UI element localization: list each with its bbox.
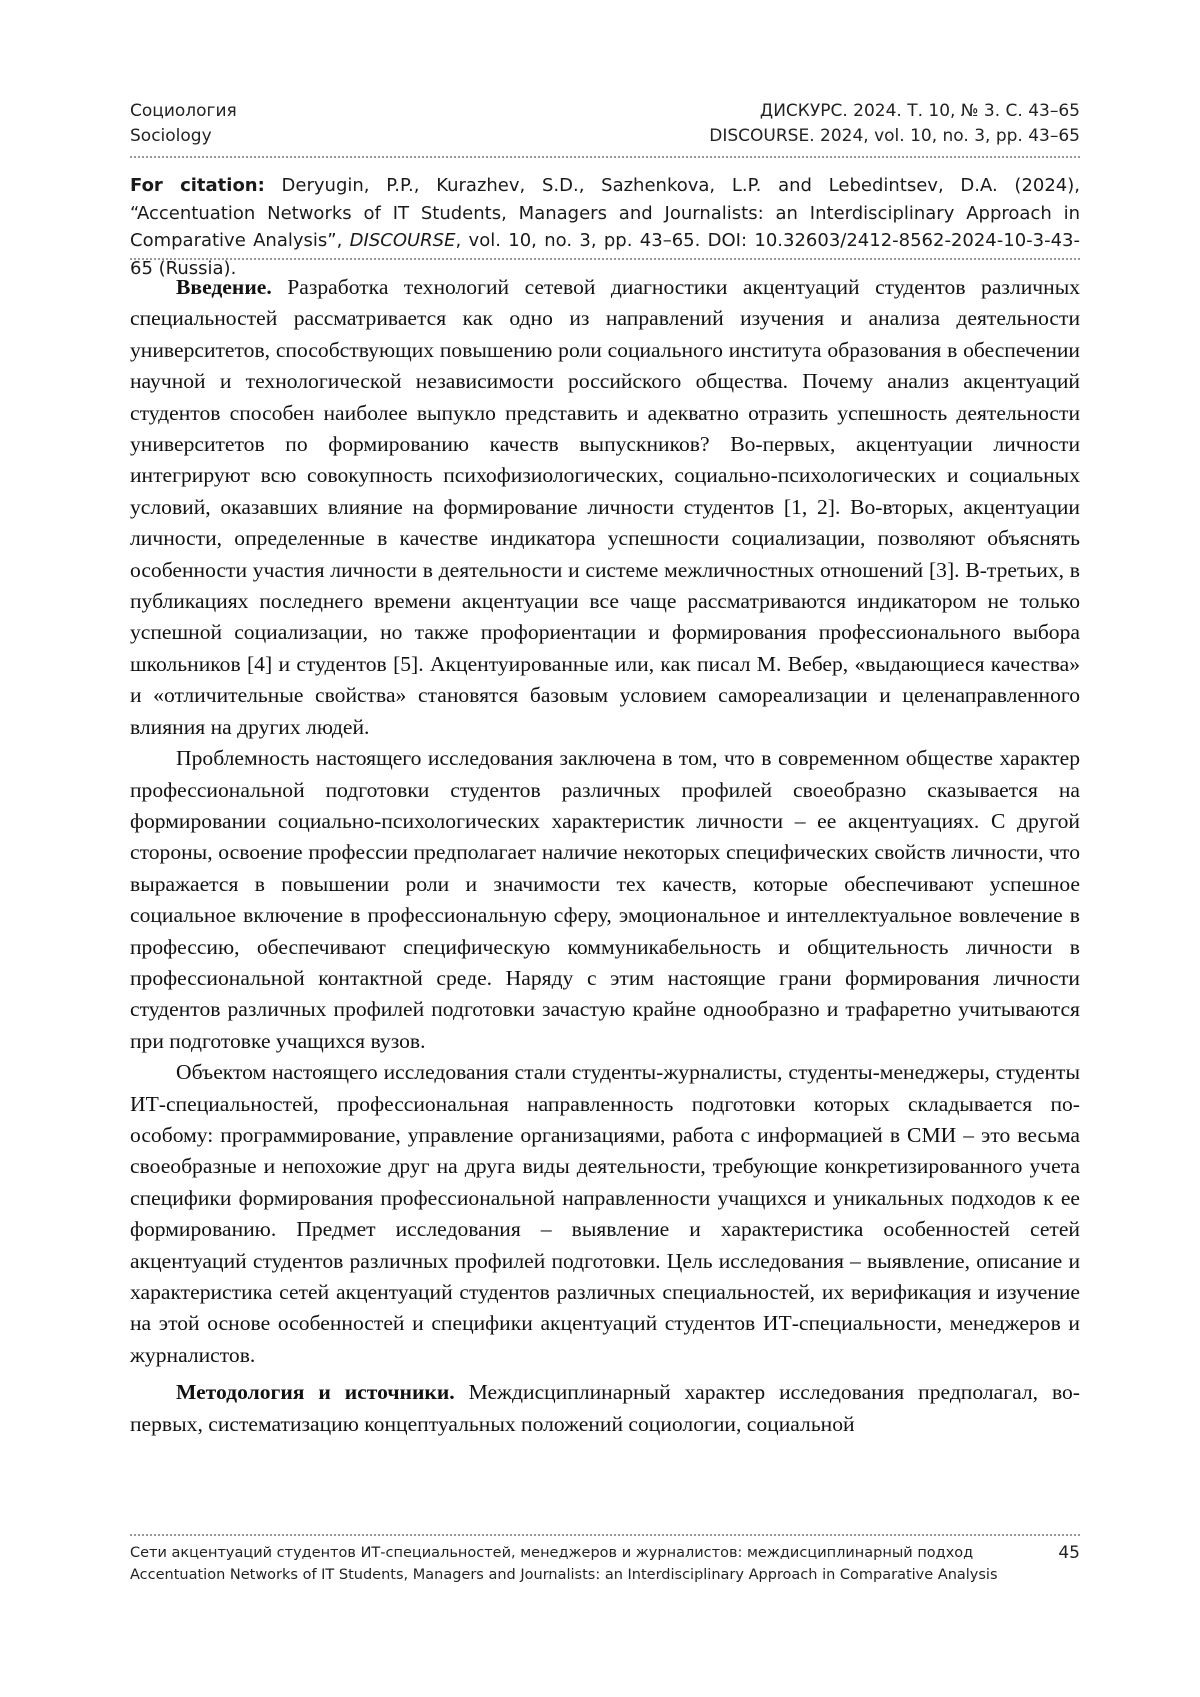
journal-info-en: DISCOURSE. 2024, vol. 10, no. 3, pp. 43–65 [709, 126, 1080, 146]
section-name-ru: Социология [130, 101, 237, 121]
running-header [130, 99, 1080, 149]
footer-title-ru: Сети акцентуаций студентов ИТ-специальностей, менеджеров и журналистов: междисциплинарный подход [130, 1545, 974, 1561]
citation-journal: DISCOURSE [349, 230, 456, 251]
footer-divider [130, 1534, 1080, 1536]
introduction-text: Разработка технологий сетевой диагностики акцентуаций студентов различных специальностей рассматривается как одно из направлений изучения и анализа деятельности университетов, способствующих повышению роли социального института образования в обеспечении научной и технологической независимости российского общества. Почему анализ акцентуаций студентов способен наиболее выпукло представить и адекватно отразить успешность деятельности университетов по формированию качеств выпускников? Во-первых, акцентуации личности интегрируют всю совокупность психофизиологических, социально-психологических и социальных условий, оказавших влияние на формирование личности студентов [1, 2]. Во-вторых, акцентуации личности, определенные в качестве индикатора успешности социализации, позволяют объяснять особенности участия личности в деятельности и системе межличностных отношений [3]. В-третьих, в публикациях последнего времени акцентуации все чаще рассматриваются индикатором не только успешной социализации, но также профориентации и формирования профессионального выбора школьников [4] и студентов [5]. Акцентуированные или, как писал М. Вебер, «выдающиеся качества» и «отличительные свойства» становятся базовым условием самореализации и целенаправленного влияния на других людей. [130, 275, 1080, 739]
journal-info-ru: ДИСКУРС. 2024. Т. 10, № 3. С. 43–65 [759, 101, 1080, 121]
paragraph-problem: Проблемность настоящего исследования заключена в том, что в современном обществе характер профессиональной подготовки студентов различных профилей своеобразно сказывается на формировании социально-психологических характеристик личности – ее акцентуациях. С другой стороны, освоение профессии предполагает наличие некоторых специфических свойств личности, что выражается в повышении роли и значимости тех качеств, которые обеспечивают успешное социальное включение в профессиональную сферу, эмоциональное и интеллектуальное вовлечение в профессию, обеспечивают специфическую коммуникабельность и общительность личности в профессиональной контактной среде. Наряду с этим настоящие грани формирования личности студентов различных профилей подготовки зачастую крайне однообразно и трафаретно учитываются при подготовке учащихся вузов. [130, 746, 1080, 1053]
header-divider [130, 156, 1080, 158]
footer-title-en: Accentuation Networks of IT Students, Managers and Journalists: an Interdisciplinary Approach in Comparative Analysis [130, 1567, 998, 1583]
page-number: 45 [1058, 1543, 1080, 1563]
paragraph-object: Объектом настоящего исследования стали студенты-журналисты, студенты-менеджеры, студенты ИТ-специальностей, профессиональная направленность подготовки которых складывается по-особому: программирование, управление организациями, работа с информацией в СМИ – это весьма своеобразные и непохожие друг на друга виды деятельности, требующие конкретизированного учета специфики формирования профессиональной направленности учащихся и уникальных подходов к ее формированию. Предмет исследования – выявление и характеристика особенностей сетей акцентуаций студентов различных профилей подготовки. Цель исследования – выявление, описание и характеристика сетей акцентуаций студентов различных специальностей, их верификация и изучение на этой основе особенностей и специфики акцентуаций студентов ИТ-специальности, менеджеров и журналистов. [130, 1060, 1080, 1367]
citation-text-a: Deryugin, P.P., Kurazhev, S.D., Sazhenkova, L.P. and Lebedintsev, D.A. (2024), “Accentuation Networks of IT Students, Managers and Journalists: an Interdisciplinary Approach in Comparative Analysis”, [130, 175, 1080, 251]
paragraph-introduction [130, 272, 1080, 743]
methodology-text: Междисциплинарный характер исследования предполагал, во-первых, систематизацию концептуальных положений социологии, социальной [130, 1380, 1081, 1436]
citation-label: For citation: [130, 175, 265, 196]
introduction-heading: Введение. [176, 275, 272, 299]
article-body [130, 272, 1080, 1440]
running-footer [130, 1542, 1080, 1586]
section-name-en: Sociology [130, 126, 212, 146]
paragraph-methodology [130, 1377, 1080, 1440]
citation-text-b: , vol. 10, no. 3, pp. 43–65. DOI: 10.32603/2412-8562-2024-10-3-43-65 (Russia). [130, 230, 1080, 279]
citation-divider [130, 258, 1080, 260]
citation-block [130, 172, 1080, 282]
methodology-heading: Методология и источники. [176, 1380, 455, 1405]
